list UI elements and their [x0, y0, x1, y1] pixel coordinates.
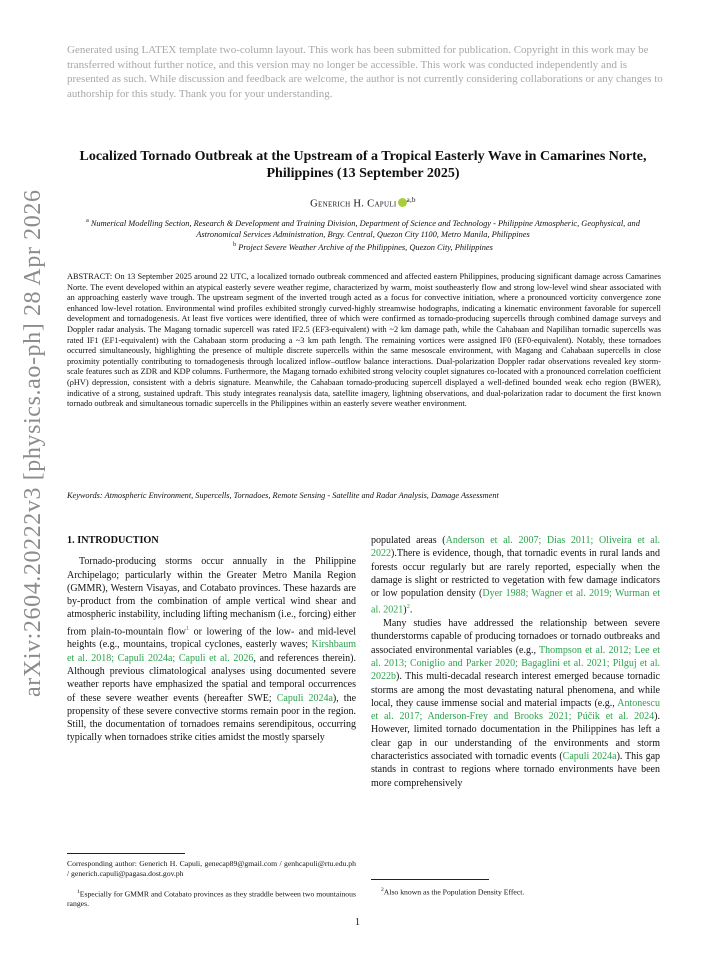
citation-link[interactable]: Antonescu et al. 2017; Anderson-Frey and Brooks 2021; Púčik et al. 2024	[371, 697, 660, 723]
affiliation-b: $^b$ Project Severe Weather Archive of the Philippines, Quezon City, Philippines	[233, 241, 493, 252]
section-heading-introduction: 1. INTRODUCTION	[67, 535, 159, 546]
author-name: Generich H. Capuli	[310, 198, 397, 210]
left-column	[67, 534, 356, 745]
citation-link[interactable]: Thompson et al. 2012; Lee et al. 2013; Coniglio and Parker 2020; Bagaglini et al. 2021; Pilguj et al. 2022b	[371, 644, 660, 683]
paper-title: Localized Tornado Outbreak at the Upstream of a Tropical Easterly Wave in Camarines Norte, Philippines (13 September 2025)	[79, 149, 647, 181]
page-number: 1	[355, 917, 360, 928]
intro-paragraph-2: Many studies have addressed the relationship between severe thunderstorms capable of producing tornadoes or tornado outbreaks and associated environmental variables (e.g., Thompson et al. 2012; Lee et al. 2013; Coniglio and Parker 2020; Bagaglini et al. 2021; Pilguj et al. 2022b). This multi-decadal research interest emerged because tornadic storms are among the most devastating natural phenomena, and while local, they cause immense social and material impacts (e.g., Antonescu et al. 2017; Anderson-Frey and Brooks 2021; Púčik et al. 2024). However, limited tornado documentation in the Philippines has left a clear gap in our understanding of the environments and storm characteristics associated with tornadic events (Capuli 2024a). This gap stands in contrast to regions where tornado environments have been more comprehensively	[371, 618, 661, 789]
affiliation-a: $^a$ Numerical Modelling Section, Research & Development and Training Division, Department of Science and Technology - Philippine Atmospheric, Geophysical, and Astronomical Services Administration, Brgy. Central, Quezon City 1100, Metro Manila, Philippines	[86, 218, 640, 239]
footnote-corresponding-author: Corresponding author: Generich H. Capuli, genecap89@gmail.com / genhcapuli@rtu.edu.ph / generich.capuli@pagasa.dost.gov.ph	[67, 859, 356, 878]
author-line	[70, 196, 656, 210]
citation-link[interactable]: Kirshbaum et al. 2018; Capuli 2024a; Capuli et al. 2026	[67, 639, 356, 664]
footnote-1: $^1$Especially for GMMR and Cotabato provinces as they straddle between two mountainous ranges.	[67, 889, 356, 909]
affiliations	[78, 216, 648, 253]
footnote-2-link[interactable]: 2	[406, 603, 410, 611]
keywords: Keywords: Atmospheric Environment, Supercells, Tornadoes, Remote Sensing - Satellite and Radar Analysis, Damage Assessment	[67, 491, 499, 500]
footnote-rule-left	[67, 853, 185, 854]
footnote-1-link[interactable]: 1	[185, 624, 190, 632]
citation-link[interactable]: Dyer 1988; Wagner et al. 2019; Wurman et al. 2021	[371, 588, 661, 616]
author-affiliation-marks: a,b	[406, 196, 416, 204]
intro-paragraph-1: Tornado-producing storms occur annually in the Philippine Archipelago; particularly within the Greater Metro Manila Region (GMMR), Western Visayas, and Cotabato provinces. These hazards are by-product from the combination of ample vertical wind shear and atmospheric instability, including lifting mechanism (i.e., forcing) either from plain-to-mountain flow$^1$ or lowering of the low- and mid-level heights (e.g., mountains, tropical cyclones, easterly waves; Kirshbaum et al. 2018; Capuli 2024a; Capuli et al. 2026, and references therein). Although previous climatological analyses using documented severe weather reports have emphasized the spatial and temporal occurrences of these severe weather events (hereafter SWE; Capuli 2024a), the propensity of these severe convective storms remain poor in the region. Still, the documentation of tornadoes remains serendipitous, occurring typically when tornadoes strike cities amidst the mostly sparsely	[67, 556, 357, 744]
arxiv-identifier[interactable]: arXiv:2604.20222v3 [physics.ao-ph] 28 Apr 2026	[20, 189, 46, 697]
right-column	[371, 534, 660, 790]
intro-paragraph-1-continued: populated areas (Anderson et al. 2007; Dias 2011; Oliveira et al. 2022).There is evidence, though, that tornadic events in rural lands and forests occur regularly but are rarely reported, especially when the damage is slight or restricted to vegetation with few damage indicators or low population density (Dyer 1988; Wagner et al. 2019; Wurman et al. 2021)$^2$.	[371, 535, 661, 616]
template-notice: Generated using LATEX template two-column layout. This work has been submitted for publication. Copyright in this work may be transferred without further notice, and this version may no longer be accessible. This work was conducted independently and is presented as such. While discussion and feedback are welcome, the author is not currently considering collaborations or any changes to authorship for this study. Thank you for your understanding.	[67, 44, 663, 100]
citation-link[interactable]: Anderson et al. 2007; Dias 2011; Oliveira et al. 2022	[371, 535, 660, 560]
abstract: ABSTRACT: On 13 September 2025 around 22 UTC, a localized tornado outbreak commenced and affected eastern Philippines, producing significant damage across Camarines Norte. The event developed within an atypical easterly severe weather regime, characterized by warm, moist southeasterly flow and strong low-level wind shear associated with an approaching easterly wave trough. The upstream segment of the inverted trough acted as a focus for convective initiation, where a pronounced vorticity convergence zone enhanced low-level rotation. Environmental wind profiles exhibited strongly curved-highly streamwise hodographs, indicating a kinematic environment favorable for supercell development and tornadogenesis. At least five vortices were identified, three of which were confirmed as tornado-producing supercells through combined damage surveys and Doppler radar analysis. The Magang tornadic supercell was rated IF2.5 (EF3-equivalent) with ~2 km damage path, while the Cahabaan and Napilihan tornadic supercells was rated IF1 (EF1-equivalent) with the Cahabaan storm producing a ~3 km path length. The remaining vortices were assigned IF0 (EF0-equivalent). Notably, these tornadoes occurred simultaneously, highlighting the presence of multiple discrete supercells within the same mesoscale environment, with Magang and Cahabaan supercells in close proximity potentially contributing to tornadogenesis through localized inflow–outflow balance interactions. Dual-polarization Doppler radar observations revealed key storm-scale features such as ZDR and KDP columns. Furthermore, the Magang tornado exhibited strong velocity couplet signatures co-located with a pronounced correlation coefficient (ρHV) depression, consistent with a debris signature. Meanwhile, the Cahabaan tornado-producing supercell displayed a well-defined bounded weak echo region (BWER), indicative of a strong, sustained updraft. This study integrates reanalysis data, satellite imagery, lightning observations, and dual-polarization radar to document the first known tornado outbreak and simultaneous tornadic supercells in the Philippines within an easterly severe weather environment.	[67, 272, 661, 409]
footnote-rule-right	[371, 879, 489, 880]
citation-link[interactable]: Capuli 2024a	[276, 692, 333, 704]
footnote-2: $^2$Also known as the Population Density Effect.	[381, 887, 525, 897]
citation-link[interactable]: Capuli 2024a	[562, 751, 617, 763]
orcid-icon[interactable]	[398, 198, 407, 207]
